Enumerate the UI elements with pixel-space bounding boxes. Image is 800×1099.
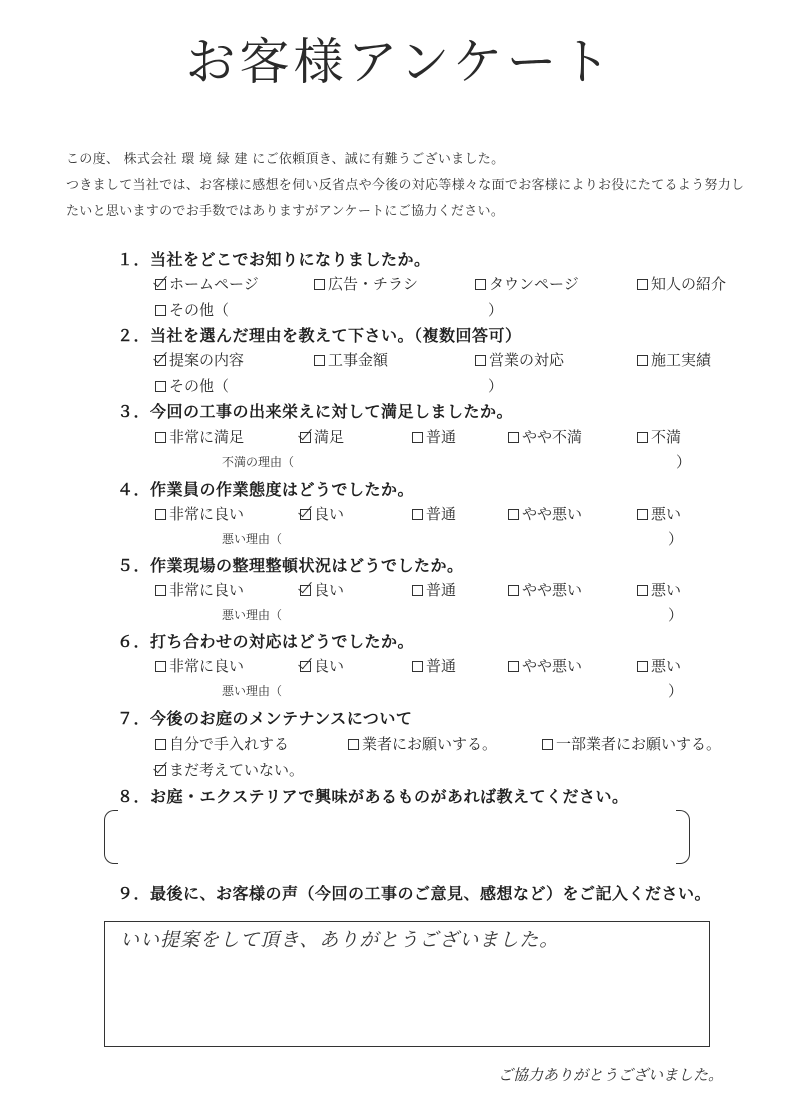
- q5-reason-close-paren: ）: [668, 606, 684, 624]
- q6-option-somewhat-bad[interactable]: やや悪い: [508, 655, 582, 676]
- checkbox-icon[interactable]: [155, 381, 166, 392]
- checkbox-icon[interactable]: [412, 585, 423, 596]
- checkbox-icon[interactable]: [412, 509, 423, 520]
- intro-line-2: つきまして当社では、お客様に感想を伺い反省点や今後の対応等様々な面でお客様によりお役にたてるよう努力し: [66, 178, 745, 193]
- checkbox-checked-icon[interactable]: [300, 661, 311, 672]
- checkbox-icon[interactable]: [475, 279, 486, 290]
- intro-line-1: この度、 株式会社 環 境 緑 建 にご依頼頂き、誠に有難うございました。: [66, 152, 505, 167]
- checkbox-checked-icon[interactable]: [155, 765, 166, 776]
- checkbox-icon[interactable]: [155, 585, 166, 596]
- checkbox-icon[interactable]: [314, 355, 325, 366]
- q5-reason-label: 悪い理由（: [222, 608, 283, 622]
- checkbox-icon[interactable]: [637, 432, 648, 443]
- q7-option-contractor[interactable]: 業者にお願いする。: [348, 733, 497, 754]
- checkbox-icon[interactable]: [412, 661, 423, 672]
- checkbox-icon[interactable]: [155, 509, 166, 520]
- q2-option-track-record[interactable]: 施工実績: [637, 349, 711, 370]
- q1-option-homepage[interactable]: ホームページ: [155, 273, 259, 294]
- q7-option-partial-contractor[interactable]: 一部業者にお願いする。: [542, 733, 721, 754]
- checkbox-icon[interactable]: [637, 661, 648, 672]
- q6-option-very-good[interactable]: 非常に良い: [155, 655, 244, 676]
- checkbox-icon[interactable]: [508, 432, 519, 443]
- checkbox-icon[interactable]: [155, 661, 166, 672]
- q2-other-close-paren: ）: [488, 377, 504, 395]
- checkbox-checked-icon[interactable]: [300, 432, 311, 443]
- q1-option-other[interactable]: その他（: [155, 299, 229, 320]
- checkbox-icon[interactable]: [475, 355, 486, 366]
- intro-line-3: たいと思いますのでお手数ではありますがアンケートにご協力ください。: [66, 204, 505, 219]
- checkbox-icon[interactable]: [637, 355, 648, 366]
- page-title: お客様アンケート: [185, 33, 615, 91]
- q6-reason-close-paren: ）: [668, 682, 684, 700]
- checkbox-checked-icon[interactable]: [155, 279, 166, 290]
- q8-answer-right-bracket: [676, 810, 690, 864]
- q6-option-good[interactable]: 良い: [300, 655, 344, 676]
- q3-option-very-satisfied[interactable]: 非常に満足: [155, 426, 244, 447]
- q1-option-townpage[interactable]: タウンページ: [475, 273, 579, 294]
- q4-option-average[interactable]: 普通: [412, 503, 456, 524]
- q2-option-proposal[interactable]: 提案の内容: [155, 349, 244, 370]
- question-8: ８．お庭・エクステリアで興味があるものがあれば教えてください。: [117, 787, 629, 806]
- q1-option-referral[interactable]: 知人の紹介: [637, 273, 726, 294]
- checkbox-icon[interactable]: [637, 279, 648, 290]
- q2-option-other[interactable]: その他（: [155, 375, 229, 396]
- q3-option-somewhat-dissatisfied[interactable]: やや不満: [508, 426, 582, 447]
- q2-option-sales[interactable]: 営業の対応: [475, 349, 564, 370]
- question-2: ２．当社を選んだ理由を教えて下さい。（複数回答可）: [117, 326, 522, 345]
- q3-reason-close-paren: ）: [676, 453, 692, 471]
- question-4: ４．作業員の作業態度はどうでしたか。: [117, 480, 415, 499]
- checkbox-checked-icon[interactable]: [155, 355, 166, 366]
- checkbox-icon[interactable]: [348, 739, 359, 750]
- checkbox-icon[interactable]: [637, 585, 648, 596]
- checkbox-icon[interactable]: [542, 739, 553, 750]
- checkbox-icon[interactable]: [508, 661, 519, 672]
- q7-option-undecided[interactable]: まだ考えていない。: [155, 759, 304, 780]
- q9-answer-handwriting: いい提案をして頂き、ありがとうございました。: [120, 929, 560, 951]
- q4-option-good[interactable]: 良い: [300, 503, 344, 524]
- q3-option-dissatisfied[interactable]: 不満: [637, 426, 681, 447]
- question-1: １．当社をどこでお知りになりましたか。: [117, 250, 431, 269]
- checkbox-icon[interactable]: [508, 585, 519, 596]
- q6-option-bad[interactable]: 悪い: [637, 655, 681, 676]
- q4-reason-close-paren: ）: [668, 530, 684, 548]
- q6-option-average[interactable]: 普通: [412, 655, 456, 676]
- q6-reason-label: 悪い理由（: [222, 684, 283, 698]
- q3-reason-label: 不満の理由（: [222, 455, 295, 469]
- checkbox-checked-icon[interactable]: [300, 509, 311, 520]
- q5-option-average[interactable]: 普通: [412, 579, 456, 600]
- q3-option-average[interactable]: 普通: [412, 426, 456, 447]
- checkbox-icon[interactable]: [155, 432, 166, 443]
- closing-message: ご協力ありがとうございました。: [498, 1066, 724, 1084]
- q1-option-ad[interactable]: 広告・チラシ: [314, 273, 418, 294]
- q4-option-very-good[interactable]: 非常に良い: [155, 503, 244, 524]
- checkbox-icon[interactable]: [508, 509, 519, 520]
- q5-option-bad[interactable]: 悪い: [637, 579, 681, 600]
- checkbox-icon[interactable]: [637, 509, 648, 520]
- q2-option-price[interactable]: 工事金額: [314, 349, 388, 370]
- q7-option-self[interactable]: 自分で手入れする: [155, 733, 289, 754]
- q8-answer-left-bracket: [104, 810, 118, 864]
- q5-option-somewhat-bad[interactable]: やや悪い: [508, 579, 582, 600]
- question-9: ９．最後に、お客様の声（今回の工事のご意見、感想など）をご記入ください。: [117, 884, 712, 903]
- q4-option-somewhat-bad[interactable]: やや悪い: [508, 503, 582, 524]
- q3-option-satisfied[interactable]: 満足: [300, 426, 344, 447]
- checkbox-icon[interactable]: [412, 432, 423, 443]
- question-7: ７．今後のお庭のメンテナンスについて: [117, 709, 413, 728]
- checkbox-icon[interactable]: [155, 305, 166, 316]
- q5-option-very-good[interactable]: 非常に良い: [155, 579, 244, 600]
- question-6: ６．打ち合わせの対応はどうでしたか。: [117, 632, 415, 651]
- checkbox-checked-icon[interactable]: [300, 585, 311, 596]
- q4-reason-label: 悪い理由（: [222, 532, 283, 546]
- q1-other-close-paren: ）: [488, 301, 504, 319]
- question-3: ３．今回の工事の出来栄えに対して満足しましたか。: [117, 402, 514, 421]
- checkbox-icon[interactable]: [155, 739, 166, 750]
- checkbox-icon[interactable]: [314, 279, 325, 290]
- q5-option-good[interactable]: 良い: [300, 579, 344, 600]
- q4-option-bad[interactable]: 悪い: [637, 503, 681, 524]
- question-5: ５．作業現場の整理整頓状況はどうでしたか。: [117, 556, 464, 575]
